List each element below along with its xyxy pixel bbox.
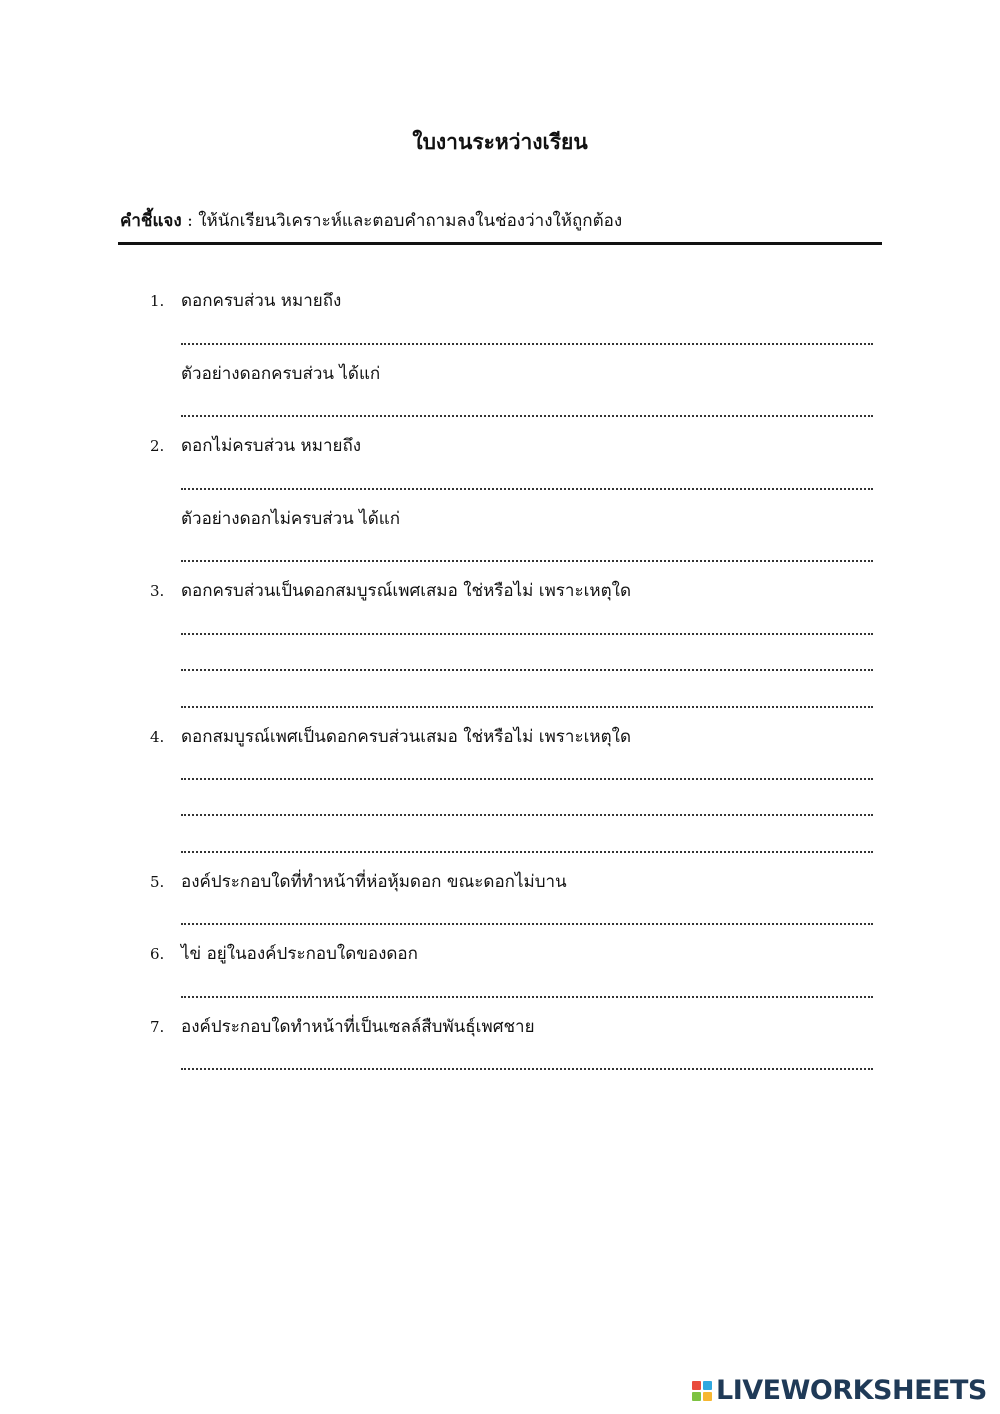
answer-line[interactable] <box>181 706 873 708</box>
answer-line[interactable] <box>181 851 873 853</box>
answer-line[interactable] <box>181 415 873 417</box>
question-number: 4. <box>150 728 165 746</box>
answer-line[interactable] <box>181 923 873 925</box>
question-text: ไข่ อยู่ในองค์ประกอบใดของดอก <box>181 944 418 964</box>
question-1 <box>150 288 341 314</box>
answer-line[interactable] <box>181 488 873 490</box>
logo-grid-icon <box>692 1381 712 1401</box>
answer-line[interactable] <box>181 1068 873 1070</box>
question-6 <box>150 941 418 967</box>
instructions-label: คำชี้แจง <box>120 211 182 231</box>
question-text: ดอกครบส่วน หมายถึง <box>181 291 342 311</box>
question-text: องค์ประกอบใดที่ทำหน้าที่ห่อหุ้มดอก ขณะดอกไม่บาน <box>181 872 567 892</box>
question-2-example: ตัวอย่างดอกไม่ครบส่วน ได้แก่ <box>181 509 400 529</box>
question-text: ดอกครบส่วนเป็นดอกสมบูรณ์เพศเสมอ ใช่หรือไม่ เพราะเหตุใด <box>181 581 632 601</box>
logo-text: LIVEWORKSHEETS <box>716 1375 987 1406</box>
answer-line[interactable] <box>181 814 873 816</box>
liveworksheets-logo <box>692 1374 987 1408</box>
question-number: 2. <box>150 437 165 455</box>
question-number: 6. <box>150 945 165 963</box>
question-text: องค์ประกอบใดทำหน้าที่เป็นเซลล์สืบพันธุ์เพศชาย <box>181 1017 535 1037</box>
question-7 <box>150 1014 535 1040</box>
answer-line[interactable] <box>181 669 873 671</box>
instructions-text: : ให้นักเรียนวิเคราะห์และตอบคำถามลงในช่องว่างให้ถูกต้อง <box>181 211 623 231</box>
answer-line[interactable] <box>181 633 873 635</box>
answer-line[interactable] <box>181 778 873 780</box>
question-5 <box>150 869 567 895</box>
header-divider <box>118 242 882 245</box>
answer-line[interactable] <box>181 560 873 562</box>
question-number: 7. <box>150 1018 165 1036</box>
instructions <box>120 208 882 234</box>
question-1-example: ตัวอย่างดอกครบส่วน ได้แก่ <box>181 364 381 384</box>
question-text: ดอกไม่ครบส่วน หมายถึง <box>181 436 362 456</box>
question-4 <box>150 724 631 750</box>
question-number: 5. <box>150 873 165 891</box>
question-number: 3. <box>150 582 165 600</box>
answer-line[interactable] <box>181 343 873 345</box>
question-2 <box>150 433 361 459</box>
question-3 <box>150 578 631 604</box>
question-number: 1. <box>150 292 165 310</box>
answer-line[interactable] <box>181 996 873 998</box>
page-title: ใบงานระหว่างเรียน <box>412 129 588 154</box>
question-text: ดอกสมบูรณ์เพศเป็นดอกครบส่วนเสมอ ใช่หรือไม่ เพราะเหตุใด <box>181 727 632 747</box>
